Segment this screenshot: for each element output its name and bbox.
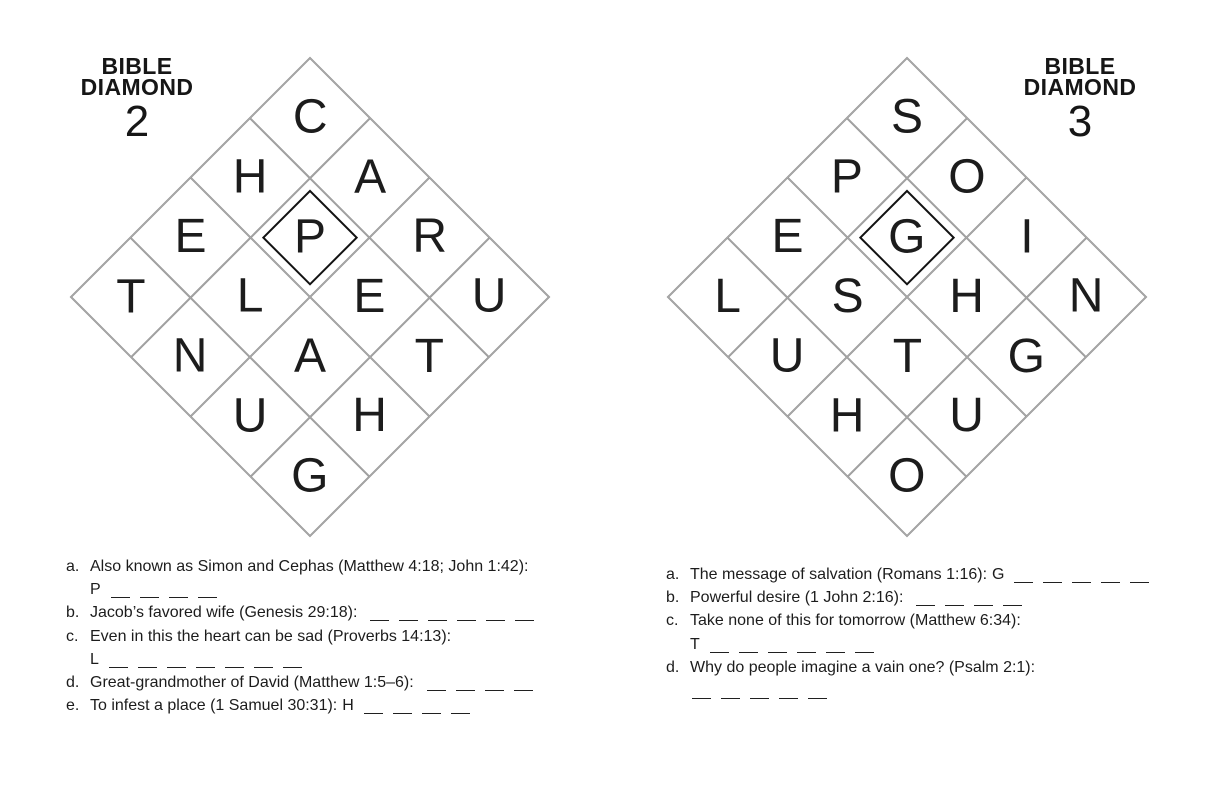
answer-prefix-letter: T	[690, 635, 700, 653]
clue	[66, 671, 534, 694]
cell-letter: S	[831, 269, 864, 323]
answer-prefix-letter: G	[992, 566, 1005, 583]
answer-blank	[428, 608, 447, 621]
cell-letter: E	[174, 210, 207, 264]
answer-blanks	[90, 651, 302, 668]
cell-letter: L	[714, 269, 742, 323]
clue-text: To infest a place (1 Samuel 30:31):	[90, 697, 338, 715]
puzzle-title	[995, 53, 1165, 146]
answer-blanks	[690, 682, 827, 699]
clue-answer-line	[666, 633, 1149, 656]
cell-letter: H	[949, 269, 985, 323]
clue-label: c.	[66, 627, 79, 645]
clue-label: e.	[66, 697, 80, 715]
answer-blanks	[908, 589, 1022, 606]
answer-blank	[750, 686, 769, 699]
answer-blank	[109, 655, 128, 668]
cell-letter: H	[829, 389, 865, 443]
puzzle-number: 3	[1067, 97, 1093, 146]
cell-letter: I	[1019, 210, 1034, 264]
answer-blanks	[90, 581, 217, 598]
answer-blank	[1014, 570, 1033, 583]
title-line-1: BIBLE	[101, 53, 173, 79]
puzzle-number: 2	[124, 97, 150, 146]
cell-letter: E	[353, 269, 386, 323]
cell-letter: P	[831, 150, 864, 204]
clue-label: b.	[666, 589, 680, 607]
clue-label: d.	[666, 658, 680, 676]
answer-blank	[111, 585, 130, 598]
answer-blank	[456, 678, 475, 691]
answer-blank	[721, 686, 740, 699]
answer-blank	[254, 655, 273, 668]
answer-blank	[1101, 570, 1120, 583]
cell-letter: E	[771, 210, 804, 264]
answer-blank	[422, 701, 441, 714]
cell-letter: H	[232, 150, 268, 204]
title-line-2: DIAMOND	[80, 74, 194, 100]
clue	[66, 694, 534, 717]
answer-blank	[198, 585, 217, 598]
title-line-2: DIAMOND	[1023, 74, 1137, 100]
clue-text: Even in this the heart can be sad (Proverbs 14:13):	[90, 627, 452, 645]
cell-letter: G	[291, 449, 329, 503]
cell-letter: G	[1007, 329, 1046, 383]
answer-blanks	[690, 636, 874, 653]
answer-blank	[225, 655, 244, 668]
cell-letter: N	[173, 329, 208, 383]
answer-blank	[138, 655, 157, 668]
answer-blank	[826, 640, 845, 653]
answer-blank	[451, 701, 470, 714]
cell-letter: U	[949, 389, 985, 443]
cell-letter: R	[412, 210, 447, 264]
answer-blank	[283, 655, 302, 668]
cell-letter: P	[293, 210, 327, 264]
cell-letter: T	[892, 329, 922, 383]
answer-blanks	[342, 697, 470, 714]
answer-blank	[515, 608, 534, 621]
title-line-1: BIBLE	[1044, 53, 1116, 79]
answer-blank	[1003, 593, 1022, 606]
answer-blank	[916, 593, 935, 606]
answer-blank	[196, 655, 215, 668]
answer-blank	[779, 686, 798, 699]
cell-letter: T	[116, 269, 146, 323]
answer-blank	[364, 701, 383, 714]
answer-prefix-letter: P	[90, 581, 101, 599]
clue-label: b.	[66, 604, 80, 622]
clue-answer-line	[66, 648, 534, 671]
cell-letter: G	[888, 210, 926, 264]
answer-blank	[140, 585, 159, 598]
puzzle-title	[52, 53, 222, 146]
cell-letter: A	[353, 150, 386, 204]
answer-blank	[485, 678, 504, 691]
clue-label: a.	[66, 558, 80, 575]
clue	[666, 656, 1149, 679]
clue-text: Great-grandmother of David (Matthew 1:5–6):	[90, 674, 414, 692]
clue-answer-line	[666, 679, 1149, 702]
clue	[66, 601, 534, 624]
answer-blank	[427, 678, 446, 691]
clue-answer-line	[66, 578, 534, 601]
answer-prefix-letter: L	[90, 650, 99, 668]
answer-blank	[808, 686, 827, 699]
answer-blank	[393, 701, 412, 714]
answer-blank	[1072, 570, 1091, 583]
clue-text: Why do people imagine a vain one? (Psalm 2:1):	[690, 658, 1036, 676]
cell-letter: U	[770, 329, 805, 383]
cell-letter: O	[888, 449, 926, 503]
clue	[66, 555, 534, 578]
clue	[666, 563, 1149, 586]
answer-blank	[945, 593, 964, 606]
answer-blank	[1043, 570, 1062, 583]
cell-letter: N	[1068, 269, 1104, 323]
answer-blank	[710, 640, 729, 653]
answer-blank	[797, 640, 816, 653]
answer-blanks	[419, 674, 533, 691]
clue-text: Powerful desire (1 John 2:16):	[690, 589, 904, 607]
cell-letter: U	[232, 389, 268, 443]
answer-blank	[486, 608, 505, 621]
clue-label: c.	[666, 612, 679, 630]
answer-blank	[399, 608, 418, 621]
clue-text: Take none of this for tomorrow (Matthew 6:34):	[690, 612, 1021, 630]
answer-blanks	[992, 566, 1149, 583]
clue-list	[66, 555, 534, 717]
cell-letter: T	[414, 329, 445, 383]
answer-blank	[739, 640, 758, 653]
answer-blank	[370, 608, 389, 621]
clue	[666, 586, 1149, 609]
cell-letter: L	[236, 269, 264, 323]
cell-letter: C	[292, 90, 328, 144]
clue-text: The message of salvation (Romans 1:16):	[690, 566, 988, 583]
answer-blank	[692, 686, 711, 699]
answer-blanks	[362, 604, 534, 621]
answer-blank	[855, 640, 874, 653]
answer-blank	[167, 655, 186, 668]
clue-text: Jacob’s favored wife (Genesis 29:18):	[90, 604, 358, 622]
cell-letter: O	[948, 150, 986, 204]
answer-blank	[1130, 570, 1149, 583]
answer-blank	[457, 608, 476, 621]
clue	[66, 625, 534, 648]
clue-label: d.	[66, 674, 80, 692]
clue-label: a.	[666, 566, 680, 583]
cell-letter: H	[352, 389, 388, 443]
answer-blank	[974, 593, 993, 606]
clue	[666, 609, 1149, 632]
answer-blank	[169, 585, 188, 598]
answer-blank	[768, 640, 787, 653]
clue-text: Also known as Simon and Cephas (Matthew 4:18; John 1:42):	[90, 558, 529, 575]
answer-prefix-letter: H	[342, 697, 354, 715]
answer-blank	[514, 678, 533, 691]
cell-letter: S	[890, 90, 924, 144]
cell-letter: U	[471, 269, 507, 323]
cell-letter: A	[293, 329, 327, 383]
clue-list	[666, 563, 1149, 702]
